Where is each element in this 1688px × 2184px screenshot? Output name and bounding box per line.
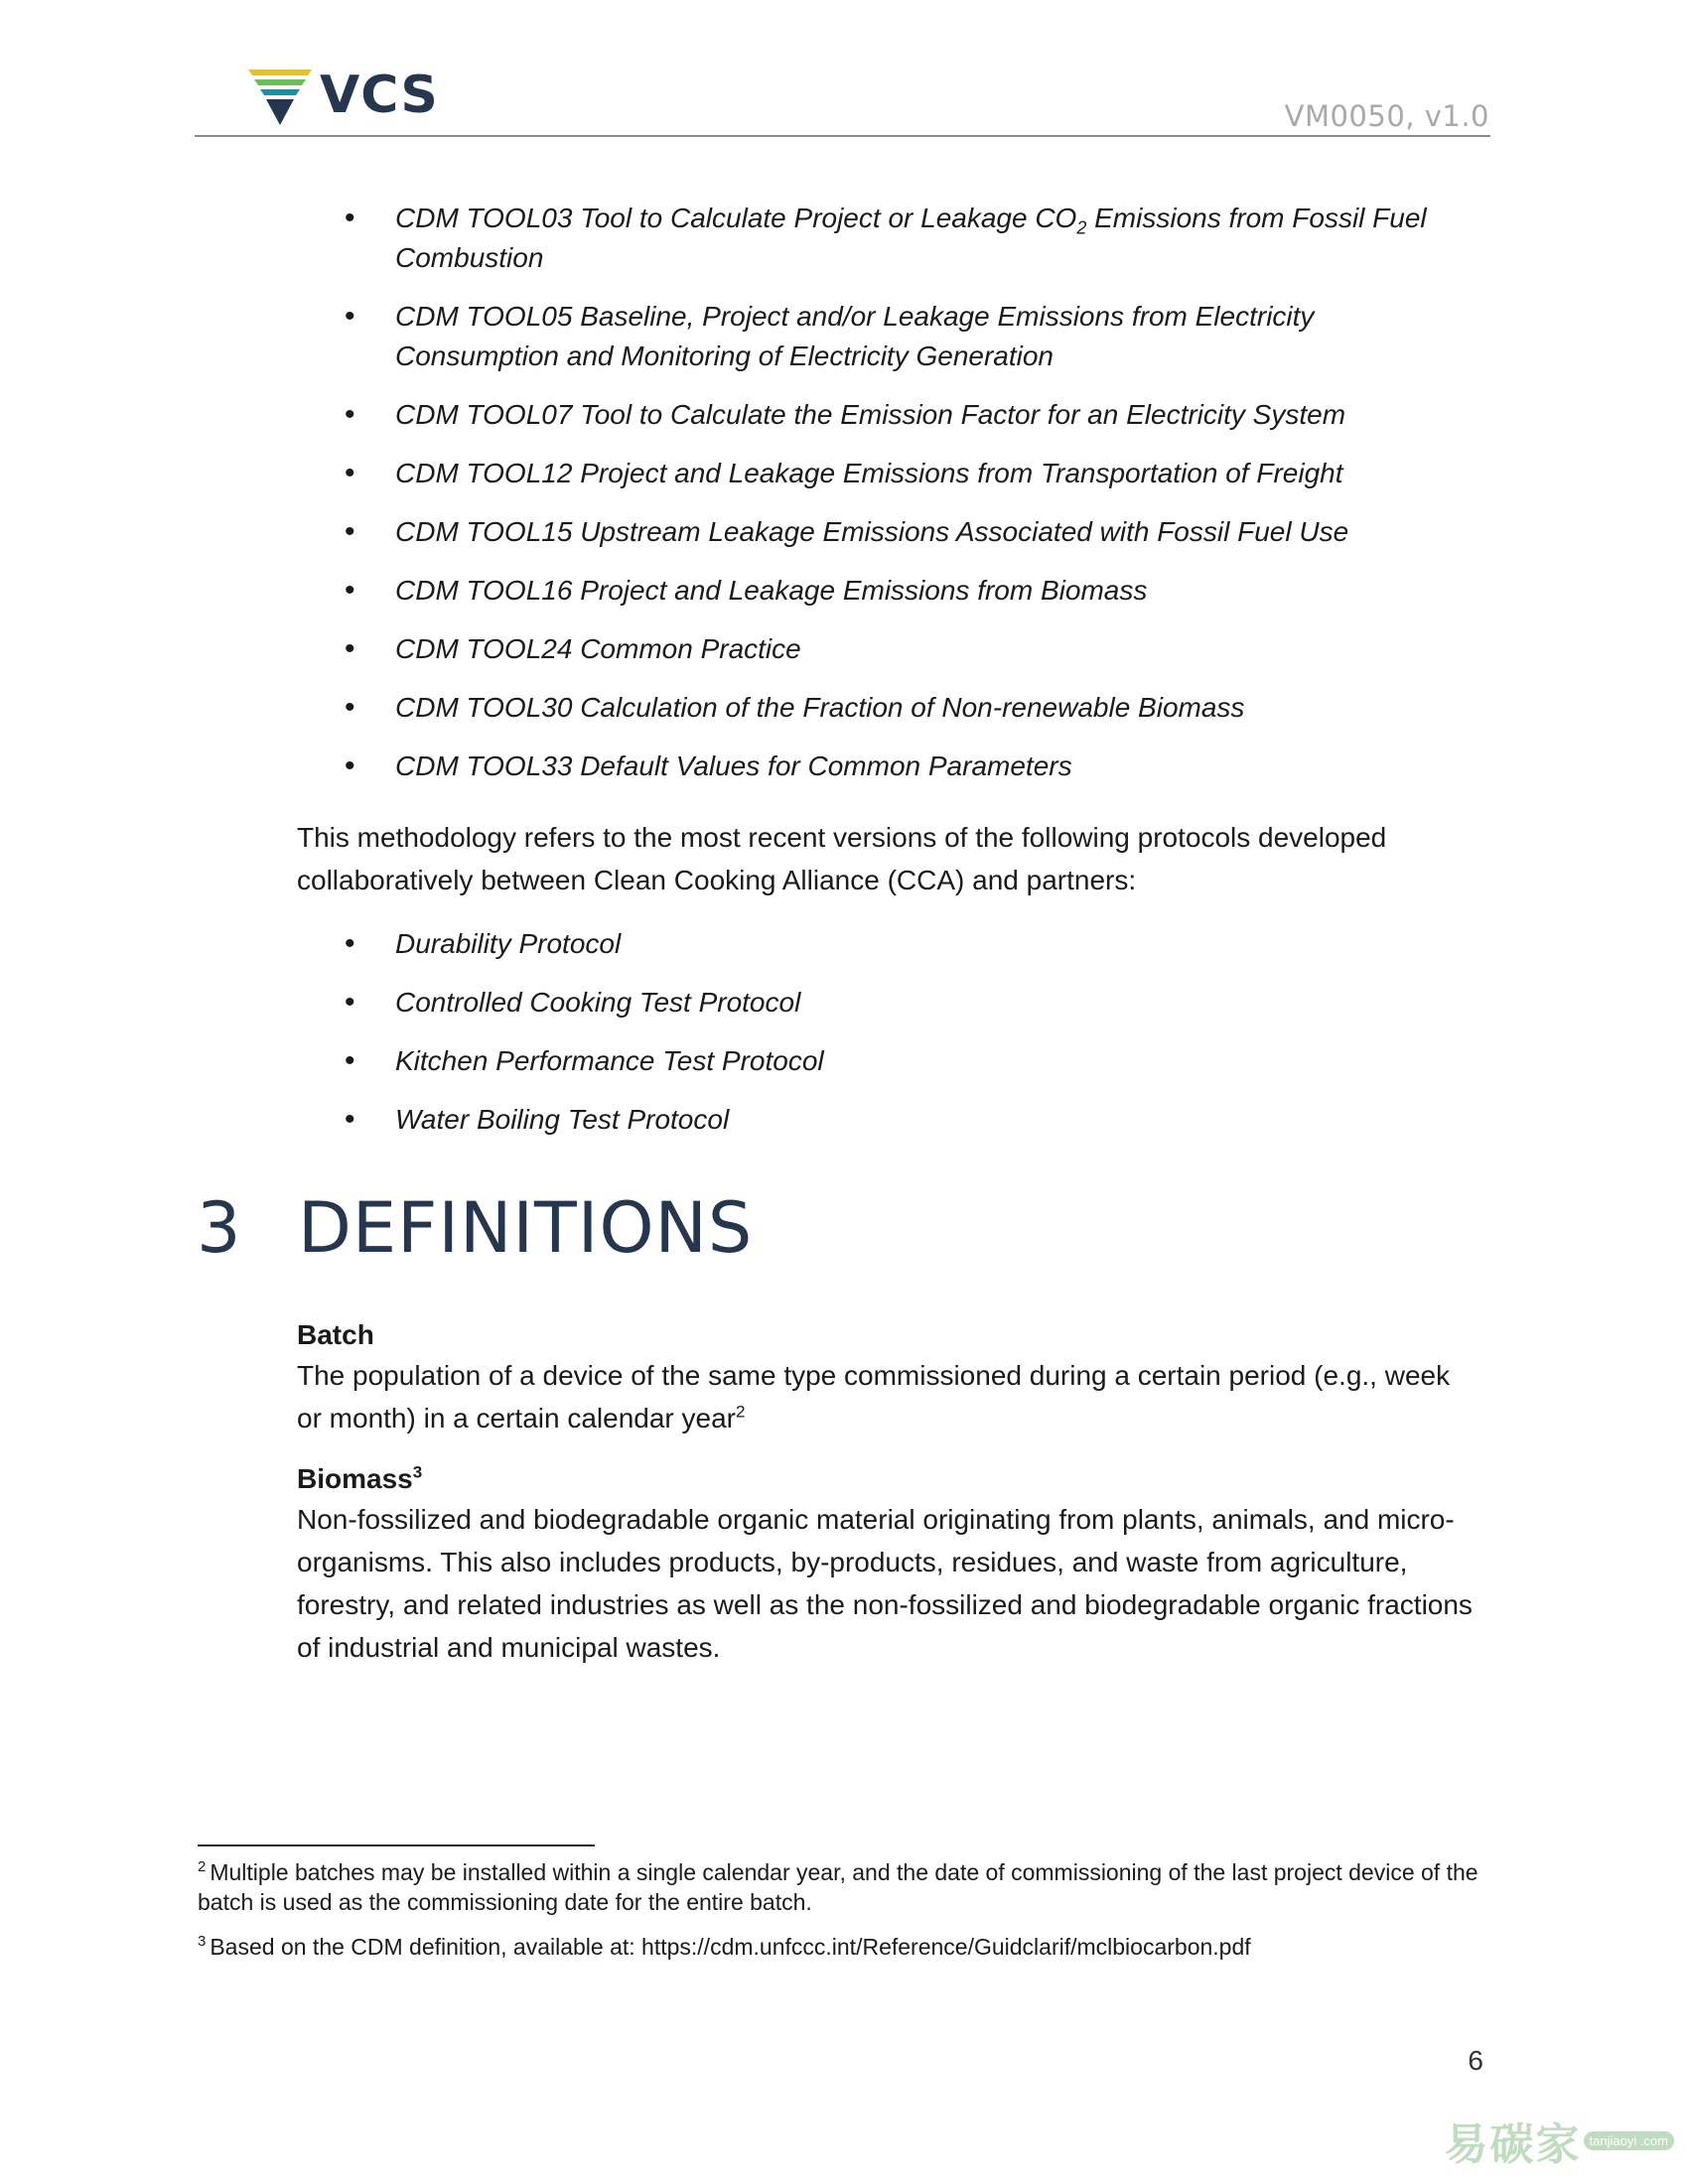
logo-text: VCS bbox=[320, 66, 439, 125]
list-item: • Controlled Cooking Test Protocol bbox=[338, 983, 1470, 1023]
cdm-tools-list bbox=[338, 199, 1470, 805]
list-item: • CDM TOOL33 Default Values for Common Parameters bbox=[338, 747, 1470, 786]
vcs-logo-icon bbox=[248, 66, 312, 125]
list-item: • CDM TOOL07 Tool to Calculate the Emission Factor for an Electricity System bbox=[338, 395, 1470, 435]
vcs-logo bbox=[248, 66, 439, 125]
list-item bbox=[338, 199, 1470, 278]
footnote-ref[interactable]: 2 bbox=[736, 1402, 746, 1422]
list-item: • Durability Protocol bbox=[338, 924, 1470, 964]
watermark-badge: tanjiaoyi .com bbox=[1584, 2131, 1674, 2150]
list-item: • CDM TOOL30 Calculation of the Fraction of Non-renewable Biomass bbox=[338, 688, 1470, 728]
protocols-list bbox=[338, 924, 1470, 1159]
definition-text bbox=[297, 1354, 1478, 1439]
list-item: • CDM TOOL12 Project and Leakage Emissions from Transportation of Freight bbox=[338, 454, 1470, 493]
definition-biomass bbox=[297, 1460, 1478, 1669]
footnote-text: Based on the CDM definition, available at: https://cdm.unfccc.int/Reference/Guidclarif/mclbiocarbon.pdf bbox=[210, 1934, 1251, 1960]
list-item: • Water Boiling Test Protocol bbox=[338, 1100, 1470, 1140]
document-code: VM0050, v1.0 bbox=[1284, 99, 1489, 133]
list-item: • CDM TOOL15 Upstream Leakage Emissions Associated with Fossil Fuel Use bbox=[338, 512, 1470, 552]
list-item: • CDM TOOL24 Common Practice bbox=[338, 629, 1470, 669]
section-number: 3 bbox=[197, 1187, 242, 1269]
definition-batch bbox=[297, 1316, 1478, 1439]
definition-term: Batch bbox=[297, 1319, 374, 1350]
footnote-mark: 3 bbox=[198, 1933, 207, 1951]
subscript: 2 bbox=[1076, 217, 1087, 238]
footnote-3 bbox=[198, 1932, 1488, 1962]
definition-term-label: Biomass bbox=[297, 1463, 413, 1494]
section-heading bbox=[197, 1187, 753, 1269]
definition-body: Non-fossilized and biodegradable organic material originating from plants, animals, and micro-organisms. This also includes products, by-products, residues, and waste from agriculture, forestry, and related industries as well as the non-fossilized and biodegradable organic fractions of industrial and municipal wastes. bbox=[297, 1504, 1473, 1663]
footnote-mark: 2 bbox=[198, 1858, 207, 1876]
footnote-ref[interactable]: 3 bbox=[412, 1462, 423, 1482]
tool-name: CDM TOOL03 Tool to Calculate Project or Leakage CO bbox=[395, 203, 1077, 233]
list-item: • CDM TOOL05 Baseline, Project and/or Leakage Emissions from Electricity Consumption and Monitoring of Electricity Generation bbox=[338, 297, 1470, 376]
list-item: • CDM TOOL16 Project and Leakage Emissions from Biomass bbox=[338, 571, 1470, 611]
tool-name-rest: Emissions from Fossil Fuel Combustion bbox=[395, 203, 1427, 273]
definition-term bbox=[297, 1460, 1478, 1498]
section-title: DEFINITIONS bbox=[298, 1187, 754, 1269]
footnote-divider bbox=[198, 1844, 595, 1846]
list-item: • Kitchen Performance Test Protocol bbox=[338, 1041, 1470, 1081]
definition-body: The population of a device of the same type commissioned during a certain period (e.g., week or month) in a certain calendar year bbox=[297, 1360, 1451, 1433]
watermark bbox=[1445, 2109, 1674, 2172]
intro-paragraph: This methodology refers to the most recent versions of the following protocols developed collaboratively between Clean Cooking Alliance (CCA) and partners: bbox=[297, 822, 1387, 895]
header-divider bbox=[195, 135, 1490, 137]
footnote-text: Multiple batches may be installed within a single calendar year, and the date of commissioning of the last project device of the batch is used as the commissioning date for the entire batch. bbox=[198, 1859, 1478, 1915]
watermark-text: 易碳家 bbox=[1444, 2120, 1582, 2169]
footnote-2 bbox=[198, 1857, 1488, 1917]
page-number: 6 bbox=[1468, 2045, 1483, 2076]
